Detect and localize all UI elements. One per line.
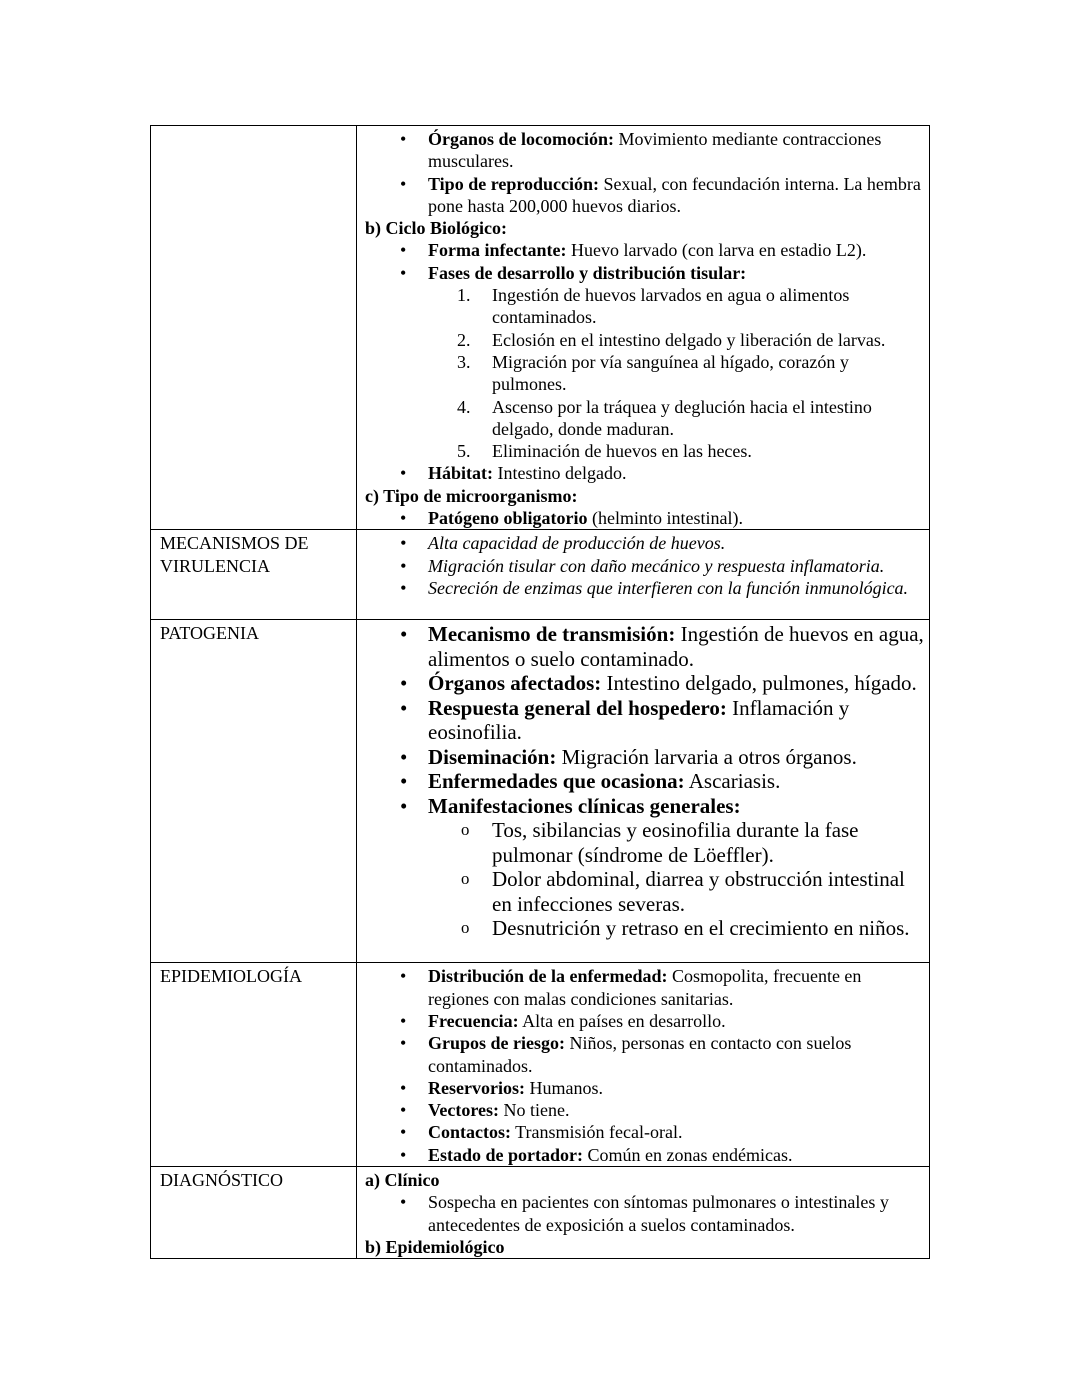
bullet-item <box>365 1099 925 1121</box>
section-heading <box>365 1169 925 1191</box>
item-term: Enfermedades que ocasiona: <box>428 769 685 794</box>
item-term: Reservorios: <box>428 1077 525 1098</box>
item-term: Órganos de locomoción: <box>428 129 614 149</box>
bullet-item <box>365 965 925 1010</box>
numbered-item <box>365 440 925 462</box>
item-term: Fases de desarrollo y distribución tisular: <box>428 262 747 283</box>
bullet-item <box>365 1144 925 1166</box>
table-row <box>151 620 930 963</box>
item-term: a) Clínico <box>365 1170 440 1191</box>
bullet-item <box>365 745 925 770</box>
item-text: Secreción de enzimas que interfieren con la función inmunológica. <box>428 577 909 598</box>
item-number: 2. <box>457 329 471 350</box>
item-text: Ingestión de huevos en agua, alimentos o suelo contaminado. <box>428 622 924 671</box>
numbered-item <box>365 351 925 396</box>
item-text: Movimiento mediante contracciones musculares. <box>428 129 882 172</box>
sub-bullet-item <box>365 916 925 941</box>
item-term: b) Epidemiológico <box>365 1236 505 1257</box>
item-term: Mecanismo de transmisión: <box>428 622 676 647</box>
item-number: 3. <box>457 351 471 372</box>
item-text: Intestino delgado, pulmones, hígado. <box>601 671 917 696</box>
row-content <box>357 963 930 1167</box>
section-heading <box>365 217 925 239</box>
row-label: DIAGNÓSTICO <box>151 1167 357 1259</box>
bullet-item <box>365 532 925 554</box>
bullet-item <box>365 1032 925 1077</box>
item-term: Forma infectante: <box>428 240 567 261</box>
row-content <box>357 1167 930 1259</box>
item-term: Frecuencia: <box>428 1010 519 1031</box>
item-number: 1. <box>457 285 471 306</box>
row-label: EPIDEMIOLOGÍA <box>151 963 357 1167</box>
row-label: MECANISMOS DE VIRULENCIA <box>151 530 357 620</box>
bullet-item <box>365 128 925 173</box>
bullet-item <box>365 555 925 577</box>
numbered-item <box>365 329 925 351</box>
ascaris-info-table <box>150 125 930 1259</box>
item-text: Migración por vía sanguínea al hígado, corazón y pulmones. <box>492 351 849 395</box>
bullet-item <box>365 696 925 745</box>
item-text: Dolor abdominal, diarrea y obstrucción intestinal en infecciones severas. <box>492 867 905 916</box>
row-label: PATOGENIA <box>151 620 357 963</box>
section-heading <box>365 1236 925 1258</box>
numbered-item <box>365 396 925 441</box>
item-term: Distribución de la enfermedad: <box>428 966 668 987</box>
item-term: Vectores: <box>428 1100 499 1121</box>
item-text: Común en zonas endémicas. <box>583 1144 793 1165</box>
table-row <box>151 963 930 1167</box>
item-text: Alta en países en desarrollo. <box>518 1010 726 1031</box>
item-term: Grupos de riesgo: <box>428 1033 565 1054</box>
bullet-item <box>365 1010 925 1032</box>
bullet-item <box>365 622 925 671</box>
item-text: Intestino delgado. <box>493 463 627 484</box>
item-text: Transmisión fecal-oral. <box>511 1122 683 1143</box>
bullet-item <box>365 1121 925 1143</box>
bullet-item <box>365 239 925 261</box>
item-text: Huevo larvado (con larva en estadio L2). <box>566 240 867 261</box>
item-text: Migración larvaria a otros órganos. <box>556 744 857 769</box>
item-term: b) Ciclo Biológico: <box>365 218 507 239</box>
item-term: Órganos afectados: <box>428 671 602 696</box>
bullet-item <box>365 1077 925 1099</box>
item-text: Eclosión en el intestino delgado y liberación de larvas. <box>492 329 886 350</box>
item-text: Eliminación de huevos en las heces. <box>492 441 752 462</box>
bullet-item <box>365 262 925 284</box>
item-text: Ascariasis. <box>684 769 781 794</box>
row-content <box>357 620 930 963</box>
item-term: Manifestaciones clínicas generales: <box>428 793 741 818</box>
item-term: Estado de portador: <box>428 1144 584 1165</box>
item-term: Respuesta general del hospedero: <box>428 695 727 720</box>
item-text: (helminto intestinal). <box>587 508 743 529</box>
item-number: 4. <box>457 396 471 417</box>
item-term: Contactos: <box>428 1122 511 1143</box>
bullet-item <box>365 671 925 696</box>
bullet-item <box>365 577 925 599</box>
item-text: Sospecha en pacientes con síntomas pulmonares o intestinales y antecedentes de exposición a suelos contaminados. <box>428 1192 889 1235</box>
item-text: Ascenso por la tráquea y deglución hacia el intestino delgado, donde maduran. <box>492 396 872 439</box>
item-text: Desnutrición y retraso en el crecimiento en niños. <box>492 916 910 941</box>
item-number: 5. <box>457 441 471 462</box>
bullet-item <box>365 173 925 218</box>
table-row <box>151 1167 930 1259</box>
bullet-item <box>365 462 925 484</box>
bullet-item <box>365 769 925 794</box>
item-text: Sexual, con fecundación interna. La hembra pone hasta 200,000 huevos diarios. <box>428 173 921 216</box>
item-term: Tipo de reproducción: <box>428 173 600 194</box>
item-term: Patógeno obligatorio <box>428 508 588 529</box>
item-text: Niños, personas en contacto con suelos contaminados. <box>428 1033 852 1076</box>
item-text: Cosmopolita, frecuente en regiones con malas condiciones sanitarias. <box>428 966 862 1009</box>
sub-bullet-item <box>365 818 925 867</box>
item-text: Migración tisular con daño mecánico y respuesta inflamatoria. <box>428 555 885 576</box>
item-text: Alta capacidad de producción de huevos. <box>428 533 726 554</box>
section-heading <box>365 485 925 507</box>
row-label <box>151 126 357 530</box>
item-text: Humanos. <box>524 1077 603 1098</box>
item-text: Tos, sibilancias y eosinofilia durante la fase pulmonar (síndrome de Löeffler). <box>492 818 859 867</box>
item-text: Ingestión de huevos larvados en agua o alimentos contaminados. <box>492 285 850 328</box>
row-content <box>357 530 930 620</box>
bullet-item <box>365 794 925 819</box>
item-text: No tiene. <box>498 1100 570 1121</box>
item-term: Diseminación: <box>428 744 557 769</box>
bullet-item <box>365 507 925 529</box>
sub-bullet-item <box>365 867 925 916</box>
item-text: Inflamación y eosinofilia. <box>428 695 850 745</box>
numbered-item <box>365 284 925 329</box>
table-row <box>151 126 930 530</box>
item-term: Hábitat: <box>428 463 493 484</box>
bullet-item <box>365 1191 925 1236</box>
table-row <box>151 530 930 620</box>
item-term: c) Tipo de microorganismo: <box>365 485 578 506</box>
row-content <box>357 126 930 530</box>
